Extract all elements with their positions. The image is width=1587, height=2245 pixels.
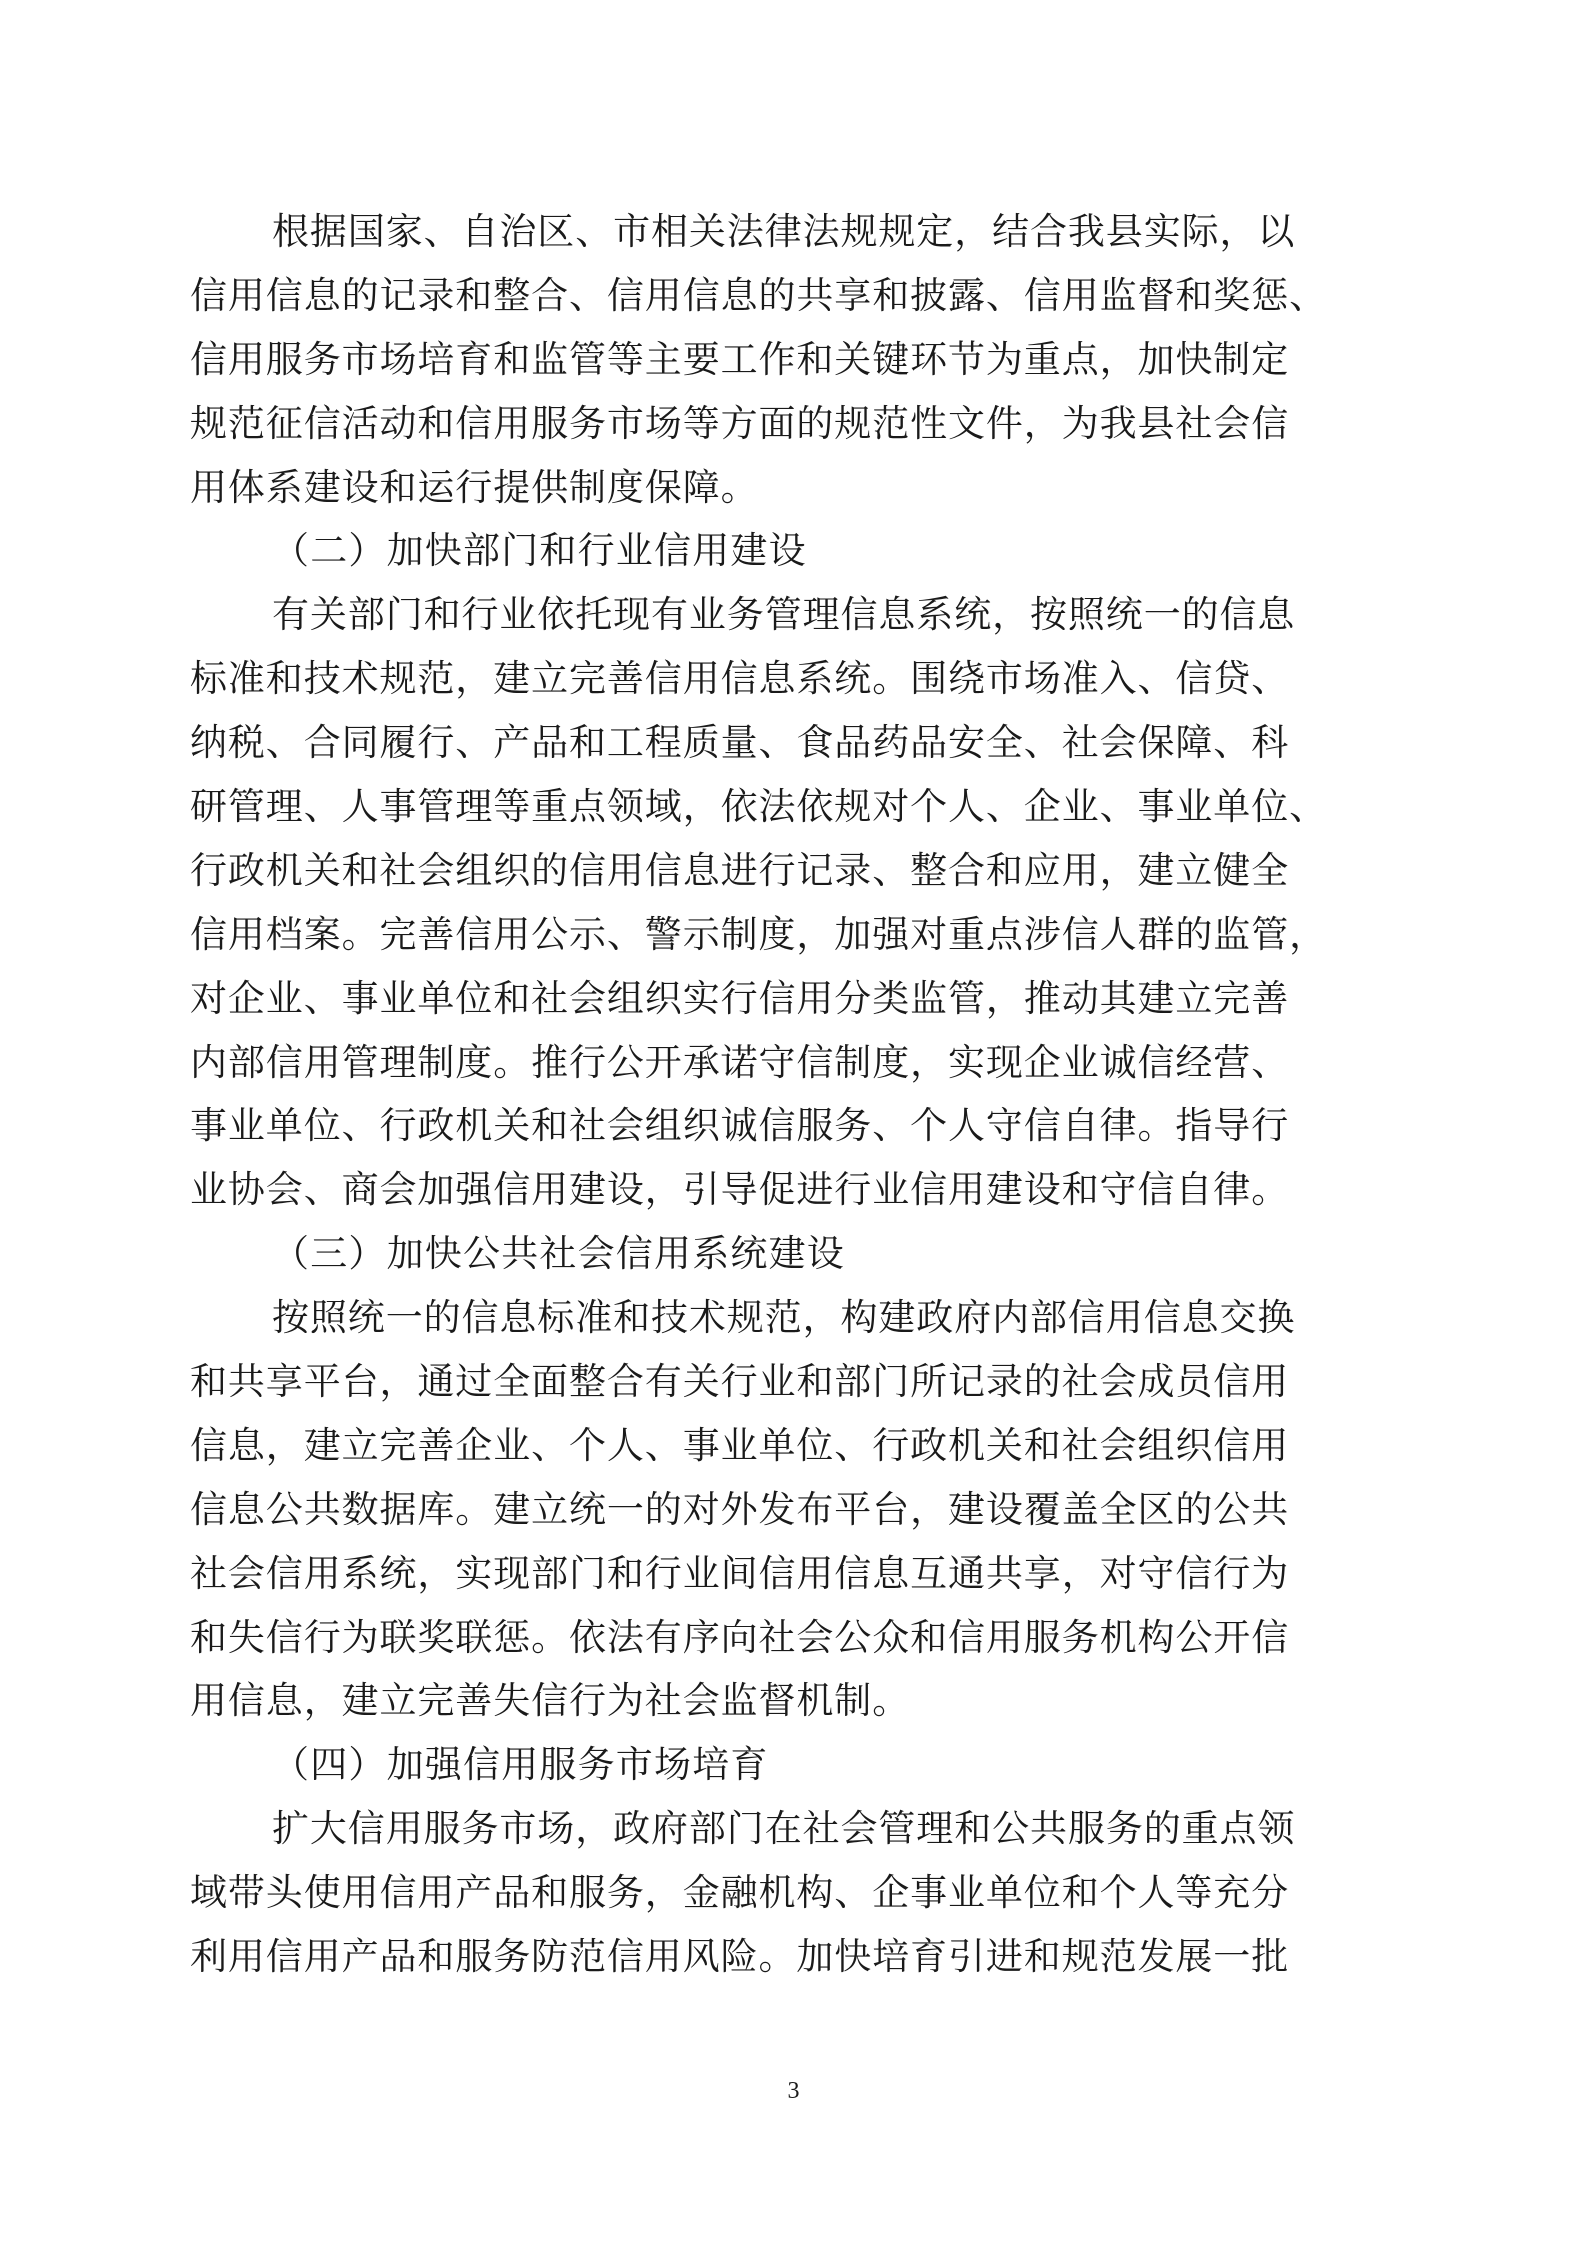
paragraph-line: 有关部门和行业依托现有业务管理信息系统，按照统一的信息 [272, 593, 1296, 637]
paragraph-line: 社会信用系统，实现部门和行业间信用信息互通共享，对守信行为 [190, 1551, 1290, 1595]
paragraph-line: 用信息，建立完善失信行为社会监督机制。 [190, 1679, 911, 1723]
page-number: 3 [787, 2078, 800, 2104]
paragraph-line: 域带头使用信用产品和服务，金融机构、企事业单位和个人等充分 [190, 1871, 1290, 1915]
paragraph-line: 按照统一的信息标准和技术规范，构建政府内部信用信息交换 [272, 1296, 1296, 1340]
paragraph-line: 扩大信用服务市场，政府部门在社会管理和公共服务的重点领 [272, 1807, 1296, 1851]
paragraph-line: 和共享平台，通过全面整合有关行业和部门所记录的社会成员信用 [190, 1360, 1290, 1404]
paragraph-line: 业协会、商会加强信用建设，引导促进行业信用建设和守信自律。 [190, 1168, 1290, 1212]
paragraph-line: 用体系建设和运行提供制度保障。 [190, 465, 759, 509]
paragraph-line: 利用信用产品和服务防范信用风险。加快培育引进和规范发展一批 [190, 1935, 1290, 1979]
paragraph-line: 标准和技术规范，建立完善信用信息系统。围绕市场准入、信贷、 [190, 657, 1290, 701]
document-body [190, 200, 1395, 1989]
paragraph-line: 纳税、合同履行、产品和工程质量、食品药品安全、社会保障、科 [190, 721, 1290, 765]
paragraph-line: 规范征信活动和信用服务市场等方面的规范性文件，为我县社会信 [190, 401, 1290, 445]
paragraph-line: 对企业、事业单位和社会组织实行信用分类监管，推动其建立完善 [190, 976, 1290, 1020]
paragraph-line: 研管理、人事管理等重点领域，依法依规对个人、企业、事业单位、 [190, 785, 1327, 829]
paragraph-line: 信用档案。完善信用公示、警示制度，加强对重点涉信人群的监管， [190, 912, 1327, 956]
paragraph-line: 根据国家、自治区、市相关法律法规规定，结合我县实际，以 [272, 210, 1296, 253]
paragraph-line: 事业单位、行政机关和社会组织诚信服务、个人守信自律。指导行 [190, 1104, 1290, 1148]
paragraph-line: 内部信用管理制度。推行公开承诺守信制度，实现企业诚信经营、 [190, 1040, 1290, 1084]
section-heading: （四）加强信用服务市场培育 [272, 1743, 769, 1787]
paragraph-line: 信息公共数据库。建立统一的对外发布平台，建设覆盖全区的公共 [190, 1487, 1290, 1531]
paragraph-line: 信息，建立完善企业、个人、事业单位、行政机关和社会组织信用 [190, 1423, 1290, 1467]
paragraph-line: 行政机关和社会组织的信用信息进行记录、整合和应用，建立健全 [190, 848, 1290, 892]
paragraph-line: 和失信行为联奖联惩。依法有序向社会公众和信用服务机构公开信 [190, 1615, 1290, 1659]
section-heading: （三）加快公共社会信用系统建设 [272, 1232, 845, 1276]
paragraph-line: 信用信息的记录和整合、信用信息的共享和披露、信用监督和奖惩、 [190, 273, 1327, 317]
paragraph-line: 信用服务市场培育和监管等主要工作和关键环节为重点，加快制定 [190, 337, 1290, 381]
section-heading: （二）加快部门和行业信用建设 [272, 529, 807, 573]
